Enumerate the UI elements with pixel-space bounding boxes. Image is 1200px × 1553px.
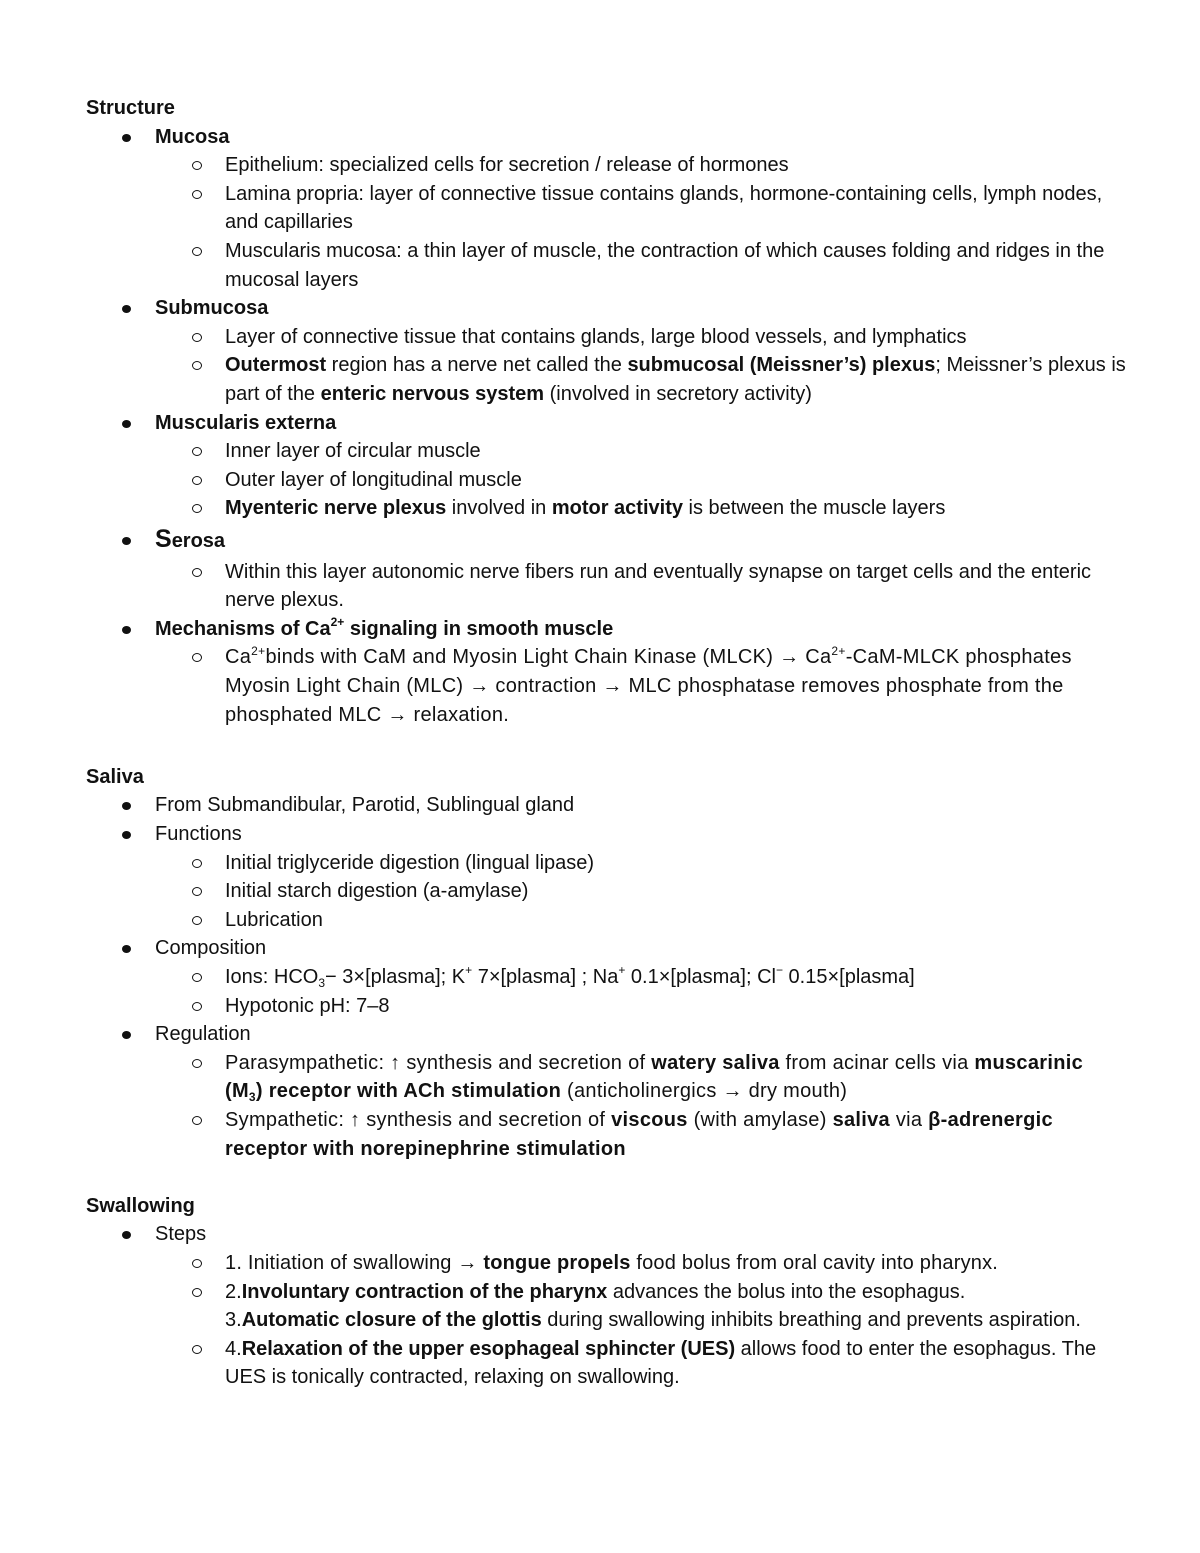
title-text: Mechanisms of Ca <box>155 617 331 640</box>
item-title: Mucosa <box>155 125 230 148</box>
bullet-icon <box>122 1031 131 1039</box>
sub-item <box>86 849 1126 878</box>
superscript: 2+ <box>831 643 846 658</box>
section-heading-swallowing: Swallowing <box>86 1194 195 1217</box>
bullet-icon <box>122 831 131 839</box>
bold-text: submucosal (Meissner’s) plexus <box>627 354 936 377</box>
circle-bullet-icon <box>192 190 202 199</box>
bullet-icon <box>122 802 131 810</box>
sub-item <box>86 1249 1126 1278</box>
item-text: is between the muscle layers <box>683 497 946 520</box>
bold-text: saliva <box>832 1109 890 1131</box>
circle-bullet-icon <box>192 247 202 256</box>
item-text: (involved in secretory activity) <box>544 382 812 405</box>
item-text: allows food to enter the esophagus. The UES is tonically contracted, relaxing on swallowing. <box>225 1337 1097 1389</box>
bold-part: muscarinic (M <box>225 1051 1084 1103</box>
superscript: + <box>465 963 473 978</box>
item-text: 2. <box>225 1280 242 1303</box>
sub-item <box>86 437 1126 466</box>
bold-text: Relaxation of the upper esophageal sphincter (UES) <box>241 1337 736 1360</box>
list-item-serosa <box>86 523 1126 558</box>
bullet-icon <box>122 134 131 142</box>
bullet-icon <box>122 945 131 953</box>
bold-text: β-adrenergic receptor with norepinephrine stimulation <box>225 1109 1053 1160</box>
bullet-icon <box>122 537 131 545</box>
item-text: Muscularis mucosa: a thin layer of muscle, the contraction of which causes folding and ridges in the mucosal layers <box>225 239 1105 291</box>
item-text: 7×[plasma] ; Na <box>472 966 619 989</box>
item-text: 3. <box>225 1309 242 1332</box>
circle-bullet-icon <box>192 161 202 170</box>
circle-bullet-icon <box>192 568 202 577</box>
circle-bullet-icon <box>192 1288 202 1297</box>
item-text: (anticholinergics → dry mouth) <box>561 1080 848 1103</box>
subscript: 3 <box>248 1090 256 1105</box>
item-text: Hypotonic pH: 7–8 <box>225 994 390 1017</box>
item-text: involved in <box>446 497 552 520</box>
bold-text: Outermost <box>225 354 327 377</box>
item-text: 1. Initiation of swallowing → <box>225 1251 484 1274</box>
item-text: Parasympathetic: ↑ synthesis and secretion of <box>225 1051 652 1074</box>
circle-bullet-icon <box>192 1345 202 1354</box>
list-item <box>86 820 1126 849</box>
item-text: (with amylase) <box>687 1109 833 1131</box>
bold-text: watery saliva <box>651 1051 780 1074</box>
item-text: Sympathetic: ↑ synthesis and secretion of <box>225 1109 612 1131</box>
section-heading-structure: Structure <box>86 97 175 119</box>
sub-item <box>86 643 1126 730</box>
item-text: Initial triglyceride digestion (lingual lipase) <box>225 851 595 874</box>
item-text: Initial starch digestion (a-amylase) <box>225 880 529 903</box>
item-text: Regulation <box>155 1023 251 1046</box>
item-text: 0.1×[plasma]; Cl <box>625 966 776 989</box>
bold-text: enteric nervous system <box>320 382 545 405</box>
title-text: signaling in smooth muscle <box>344 617 614 640</box>
item-text: region has a nerve net called the <box>326 354 628 377</box>
circle-bullet-icon <box>192 1059 202 1068</box>
item-text: from acinar cells via <box>779 1051 975 1074</box>
item-text: during swallowing inhibits breathing and prevents aspiration. <box>541 1309 1081 1332</box>
item-title <box>155 524 226 553</box>
sub-item <box>86 1106 1126 1163</box>
circle-bullet-icon <box>192 859 202 868</box>
circle-bullet-icon <box>192 361 202 370</box>
item-text: Epithelium: specialized cells for secretion / release of hormones <box>225 154 789 177</box>
item-text: -CaM-MLCK phosphates Myosin Light Chain (MLC) → contraction → MLC phosphatase removes phosphate from the phosphated MLC → relaxation. <box>225 646 1072 727</box>
item-text: Layer of connective tissue that contains glands, large blood vessels, and lymphatics <box>225 325 967 348</box>
bold-text: Automatic closure of the glottis <box>241 1309 542 1332</box>
list-item-mucosa <box>86 123 1126 152</box>
item-text: ; Meissner’s plexus is part of the <box>225 354 1126 405</box>
circle-bullet-icon <box>192 333 202 342</box>
sub-item <box>86 351 1126 408</box>
bold-text: viscous <box>611 1109 688 1131</box>
document-page <box>86 94 1126 1392</box>
item-text: Lubrication <box>225 908 323 931</box>
sub-item <box>86 558 1126 615</box>
bullet-icon <box>122 305 131 313</box>
item-text: binds with CaM and Myosin Light Chain Kinase (MLCK) → Ca <box>265 646 832 669</box>
circle-bullet-icon <box>192 1116 202 1125</box>
circle-bullet-icon <box>192 447 202 456</box>
sub-item <box>86 963 1126 992</box>
item-text: Steps <box>155 1223 207 1246</box>
item-text: via <box>889 1109 929 1131</box>
bold-text: tongue propels <box>483 1251 631 1274</box>
list-item <box>86 1220 1126 1249</box>
title-rest: erosa <box>171 529 226 552</box>
superscript: 2+ <box>330 615 345 630</box>
item-text: 0.15×[plasma] <box>782 966 915 989</box>
sub-item <box>86 237 1126 294</box>
superscript: − <box>775 963 783 978</box>
item-text: − 3×[plasma]; K <box>325 966 466 989</box>
sub-item <box>86 180 1126 237</box>
sub-item <box>86 1335 1126 1392</box>
circle-bullet-icon <box>192 887 202 896</box>
list-item-mechanisms <box>86 615 1126 644</box>
bold-text: Involuntary contraction of the pharynx <box>241 1280 608 1303</box>
circle-bullet-icon <box>192 653 202 662</box>
circle-bullet-icon <box>192 1002 202 1011</box>
sub-item <box>86 877 1126 906</box>
list-item-submucosa <box>86 294 1126 323</box>
list-item <box>86 791 1126 820</box>
circle-bullet-icon <box>192 504 202 513</box>
sub-item <box>86 466 1126 495</box>
item-title: Submucosa <box>155 297 269 320</box>
subscript: 3 <box>318 976 326 991</box>
circle-bullet-icon <box>192 973 202 982</box>
item-text: advances the bolus into the esophagus. <box>607 1280 966 1303</box>
item-title <box>155 615 614 640</box>
item-text: food bolus from oral cavity into pharynx. <box>630 1251 999 1274</box>
sub-item <box>86 1049 1126 1106</box>
item-text: 4. <box>225 1337 242 1360</box>
bold-text: Myenteric nerve plexus <box>225 497 447 520</box>
item-text: Lamina propria: layer of connective tissue contains glands, hormone-containing cells, lymph nodes, and capillaries <box>225 182 1103 234</box>
sub-item <box>86 323 1126 352</box>
sub-item <box>86 906 1126 935</box>
list-item-muscularis-externa <box>86 409 1126 438</box>
bullet-icon <box>122 420 131 428</box>
bold-part: ) receptor with ACh stimulation <box>255 1080 562 1103</box>
circle-bullet-icon <box>192 476 202 485</box>
list-item <box>86 1020 1126 1049</box>
circle-bullet-icon <box>192 916 202 925</box>
item-text: Functions <box>155 823 242 846</box>
bullet-icon <box>122 626 131 634</box>
item-text: Ca <box>225 646 252 669</box>
sub-item <box>86 1278 1126 1335</box>
item-title: Muscularis externa <box>155 411 337 434</box>
list-item <box>86 934 1126 963</box>
item-text: Within this layer autonomic nerve fibers run and eventually synapse on target cells and the enteric nerve plexus. <box>225 560 1092 612</box>
item-text: From Submandibular, Parotid, Sublingual gland <box>155 794 575 817</box>
bullet-icon <box>122 1231 131 1239</box>
section-heading-saliva: Saliva <box>86 765 144 788</box>
sub-item <box>86 494 1126 523</box>
sub-item <box>86 992 1126 1021</box>
item-text: Composition <box>155 937 267 960</box>
sub-item <box>86 151 1126 180</box>
circle-bullet-icon <box>192 1259 202 1268</box>
item-text: Outer layer of longitudinal muscle <box>225 468 522 491</box>
superscript: 2+ <box>251 643 266 658</box>
title-initial: S <box>155 524 172 553</box>
item-text: Inner layer of circular muscle <box>225 440 481 463</box>
bold-text: motor activity <box>551 497 683 520</box>
superscript: + <box>618 963 626 978</box>
item-text: Ions: HCO <box>225 966 319 989</box>
